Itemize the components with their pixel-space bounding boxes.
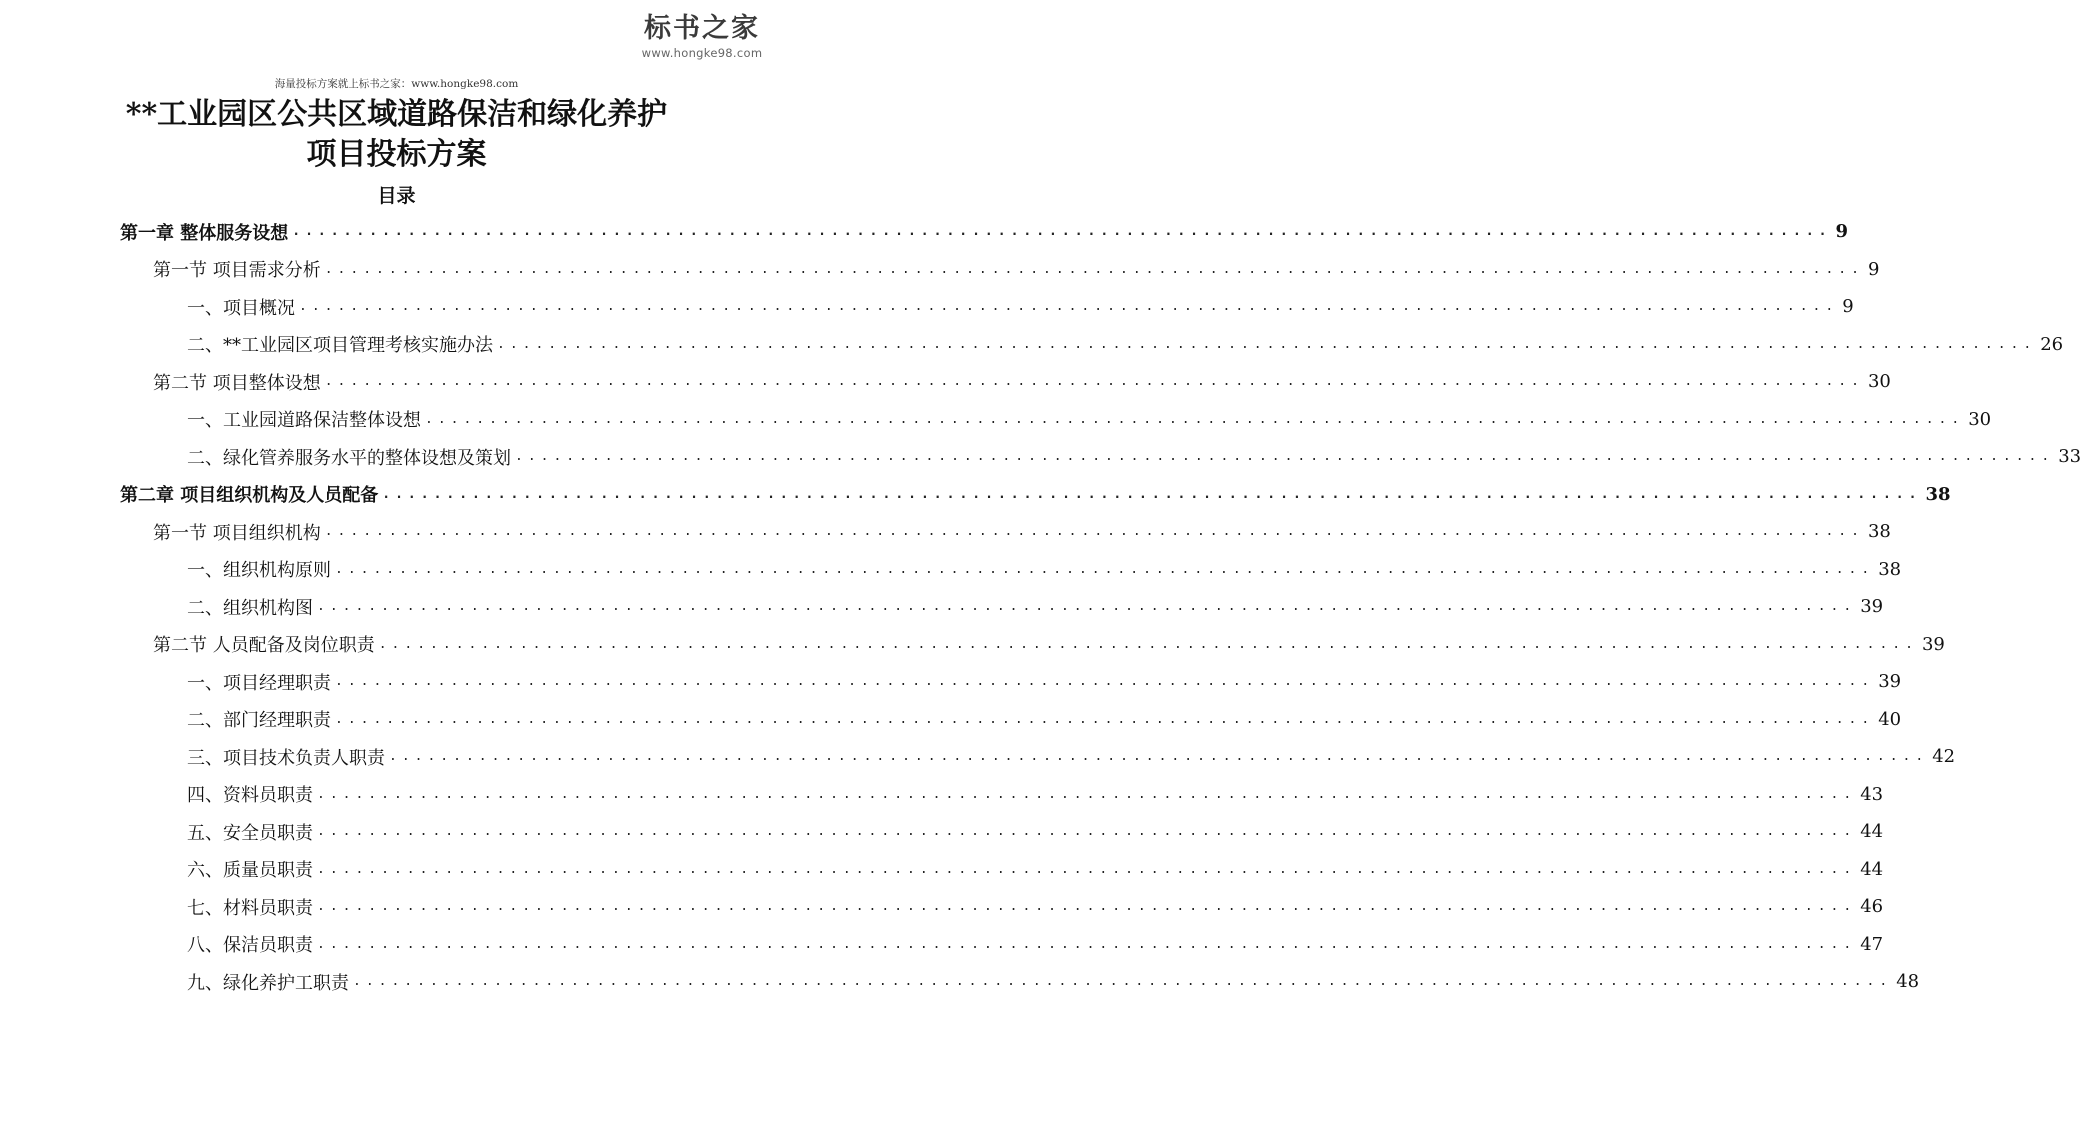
toc-entry[interactable]	[187, 963, 1920, 1000]
toc-leader-dots: ........................................................................................................................	[317, 786, 1857, 802]
toc-entry-label: 一、项目概况	[187, 297, 295, 319]
toc-entry-label: 一、项目经理职责	[187, 672, 331, 694]
toc-entry-page: 47	[1860, 933, 1884, 955]
toc-leader-dots: ........................................................................................................................	[324, 524, 1864, 539]
toc-entry-page: 44	[1860, 821, 1884, 842]
toc-entry[interactable]	[153, 513, 1891, 550]
toc-entry-page: 39	[1878, 671, 1902, 692]
toc-entry-label: 二、**工业园区项目管理考核实施办法	[187, 335, 493, 356]
toc-entry-page: 30	[1968, 408, 1992, 430]
toc-entry[interactable]	[187, 701, 1902, 738]
toc-entry[interactable]	[120, 476, 1951, 513]
toc-heading: 目录	[377, 185, 416, 207]
toc-entry-label: 二、部门经理职责	[187, 710, 331, 731]
toc-leader-dots: ........................................................................................................................	[335, 561, 1875, 577]
toc-entry[interactable]	[187, 288, 1854, 325]
toc-entry-page: 48	[1896, 971, 1920, 992]
toc-entry-page: 38	[1925, 483, 1951, 505]
toc-entry-page: 39	[1860, 596, 1884, 617]
logo-url: www.hongke98.com	[641, 46, 763, 60]
toc-entry-page: 38	[1878, 558, 1902, 580]
title-line-1: **工业园区公共区域道路保洁和绿化养护	[125, 97, 668, 132]
toc-entry-label: 一、组织机构原则	[187, 560, 331, 581]
toc-entry-page: 46	[1860, 896, 1884, 917]
toc-entry-label: 八、保洁员职责	[187, 935, 313, 956]
toc-entry-label: 六、质量员职责	[187, 860, 313, 881]
toc-entry[interactable]	[153, 363, 1891, 400]
toc-entry[interactable]	[187, 776, 1884, 813]
toc-leader-dots: ........................................................................................................................	[317, 936, 1857, 952]
toc-entry-label: 第一章 整体服务设想	[120, 222, 289, 244]
toc-entry-label: 第二节 项目整体设想	[153, 372, 321, 394]
toc-leader-dots: ........................................................................................................................	[317, 861, 1857, 877]
toc-entry[interactable]	[187, 738, 1956, 775]
toc-entry-label: 四、资料员职责	[187, 785, 313, 806]
toc-entry[interactable]	[187, 888, 1884, 925]
toc-entry[interactable]	[153, 626, 1945, 663]
toc-entry[interactable]	[187, 401, 1992, 438]
toc-entry[interactable]	[187, 813, 1884, 850]
toc-entry-page: 9	[1867, 258, 1880, 280]
toc-entry-page: 43	[1860, 783, 1884, 805]
toc-leader-dots: ........................................................................................................................	[317, 824, 1857, 839]
toc-entry[interactable]	[187, 663, 1902, 700]
toc-entry[interactable]	[120, 213, 1849, 250]
toc-entry[interactable]	[187, 551, 1902, 588]
toc-entry-label: 第一节 项目需求分析	[153, 260, 321, 281]
toc-entry-page: 39	[1921, 633, 1945, 655]
toc-entry-page: 33	[2058, 446, 2081, 467]
toc-leader-dots: ........................................................................................................................	[382, 486, 1922, 502]
toc-entry-page: 9	[1835, 221, 1849, 242]
toc-entry-page: 30	[1867, 371, 1891, 392]
title-line-2: 项目投标方案	[306, 137, 487, 172]
toc-entry-label: 五、安全员职责	[187, 822, 313, 844]
toc-leader-dots: ........................................................................................................................	[353, 974, 1893, 989]
toc-entry[interactable]	[187, 588, 1884, 625]
toc-leader-dots: ........................................................................................................................	[425, 411, 1965, 427]
toc-entry-label: 二、组织机构图	[187, 597, 313, 619]
toc-leader-dots: ........................................................................................................................	[335, 674, 1875, 689]
toc-leader-dots: ........................................................................................................................	[515, 449, 2055, 464]
toc-leader-dots: ........................................................................................................................	[299, 299, 1839, 314]
toc-entry-label: 一、工业园道路保洁整体设想	[187, 410, 421, 431]
toc-entry-label: 九、绿化养护工职责	[187, 972, 349, 994]
site-logo	[627, 14, 777, 60]
toc-leader-dots: ........................................................................................................................	[497, 336, 2037, 352]
toc-entry-page: 42	[1932, 746, 1956, 767]
toc-entry[interactable]	[187, 851, 1884, 888]
toc-entry[interactable]	[187, 438, 2081, 475]
toc-entry-label: 三、项目技术负责人职责	[187, 747, 385, 769]
toc-leader-dots: ........................................................................................................................	[378, 636, 1918, 652]
watermark-text: 海量投标方案就上标书之家：www.hongke98.com	[274, 78, 519, 90]
toc-entry-page: 26	[2040, 333, 2064, 355]
toc-leader-dots: ........................................................................................................................	[324, 374, 1864, 389]
toc-entry-label: 七、材料员职责	[187, 897, 313, 919]
toc-entry-label: 第一节 项目组织机构	[153, 522, 321, 544]
toc-leader-dots: ........................................................................................................................	[317, 899, 1857, 914]
toc-entry[interactable]	[187, 926, 1884, 963]
toc-entry-page: 9	[1842, 296, 1854, 317]
toc-leader-dots: ........................................................................................................................	[335, 711, 1875, 727]
toc-entry-label: 二、绿化管养服务水平的整体设想及策划	[187, 447, 511, 469]
document-title	[0, 95, 793, 175]
logo-title: 标书之家	[644, 13, 760, 44]
toc-entry-label: 第二章 项目组织机构及人员配备	[120, 485, 379, 506]
toc-entry-page: 44	[1860, 858, 1884, 880]
toc-leader-dots: ........................................................................................................................	[389, 749, 1929, 764]
toc-entry-page: 40	[1878, 708, 1902, 730]
toc-leader-dots: ........................................................................................................................	[324, 261, 1864, 277]
toc-leader-dots: ........................................................................................................................	[317, 599, 1857, 614]
toc-leader-dots: ........................................................................................................................	[292, 224, 1832, 239]
toc-entry[interactable]	[153, 251, 1880, 288]
toc-entry-page: 38	[1867, 521, 1891, 542]
toc-entry-label: 第二节 人员配备及岗位职责	[153, 635, 375, 656]
toc-entry[interactable]	[187, 326, 2064, 363]
